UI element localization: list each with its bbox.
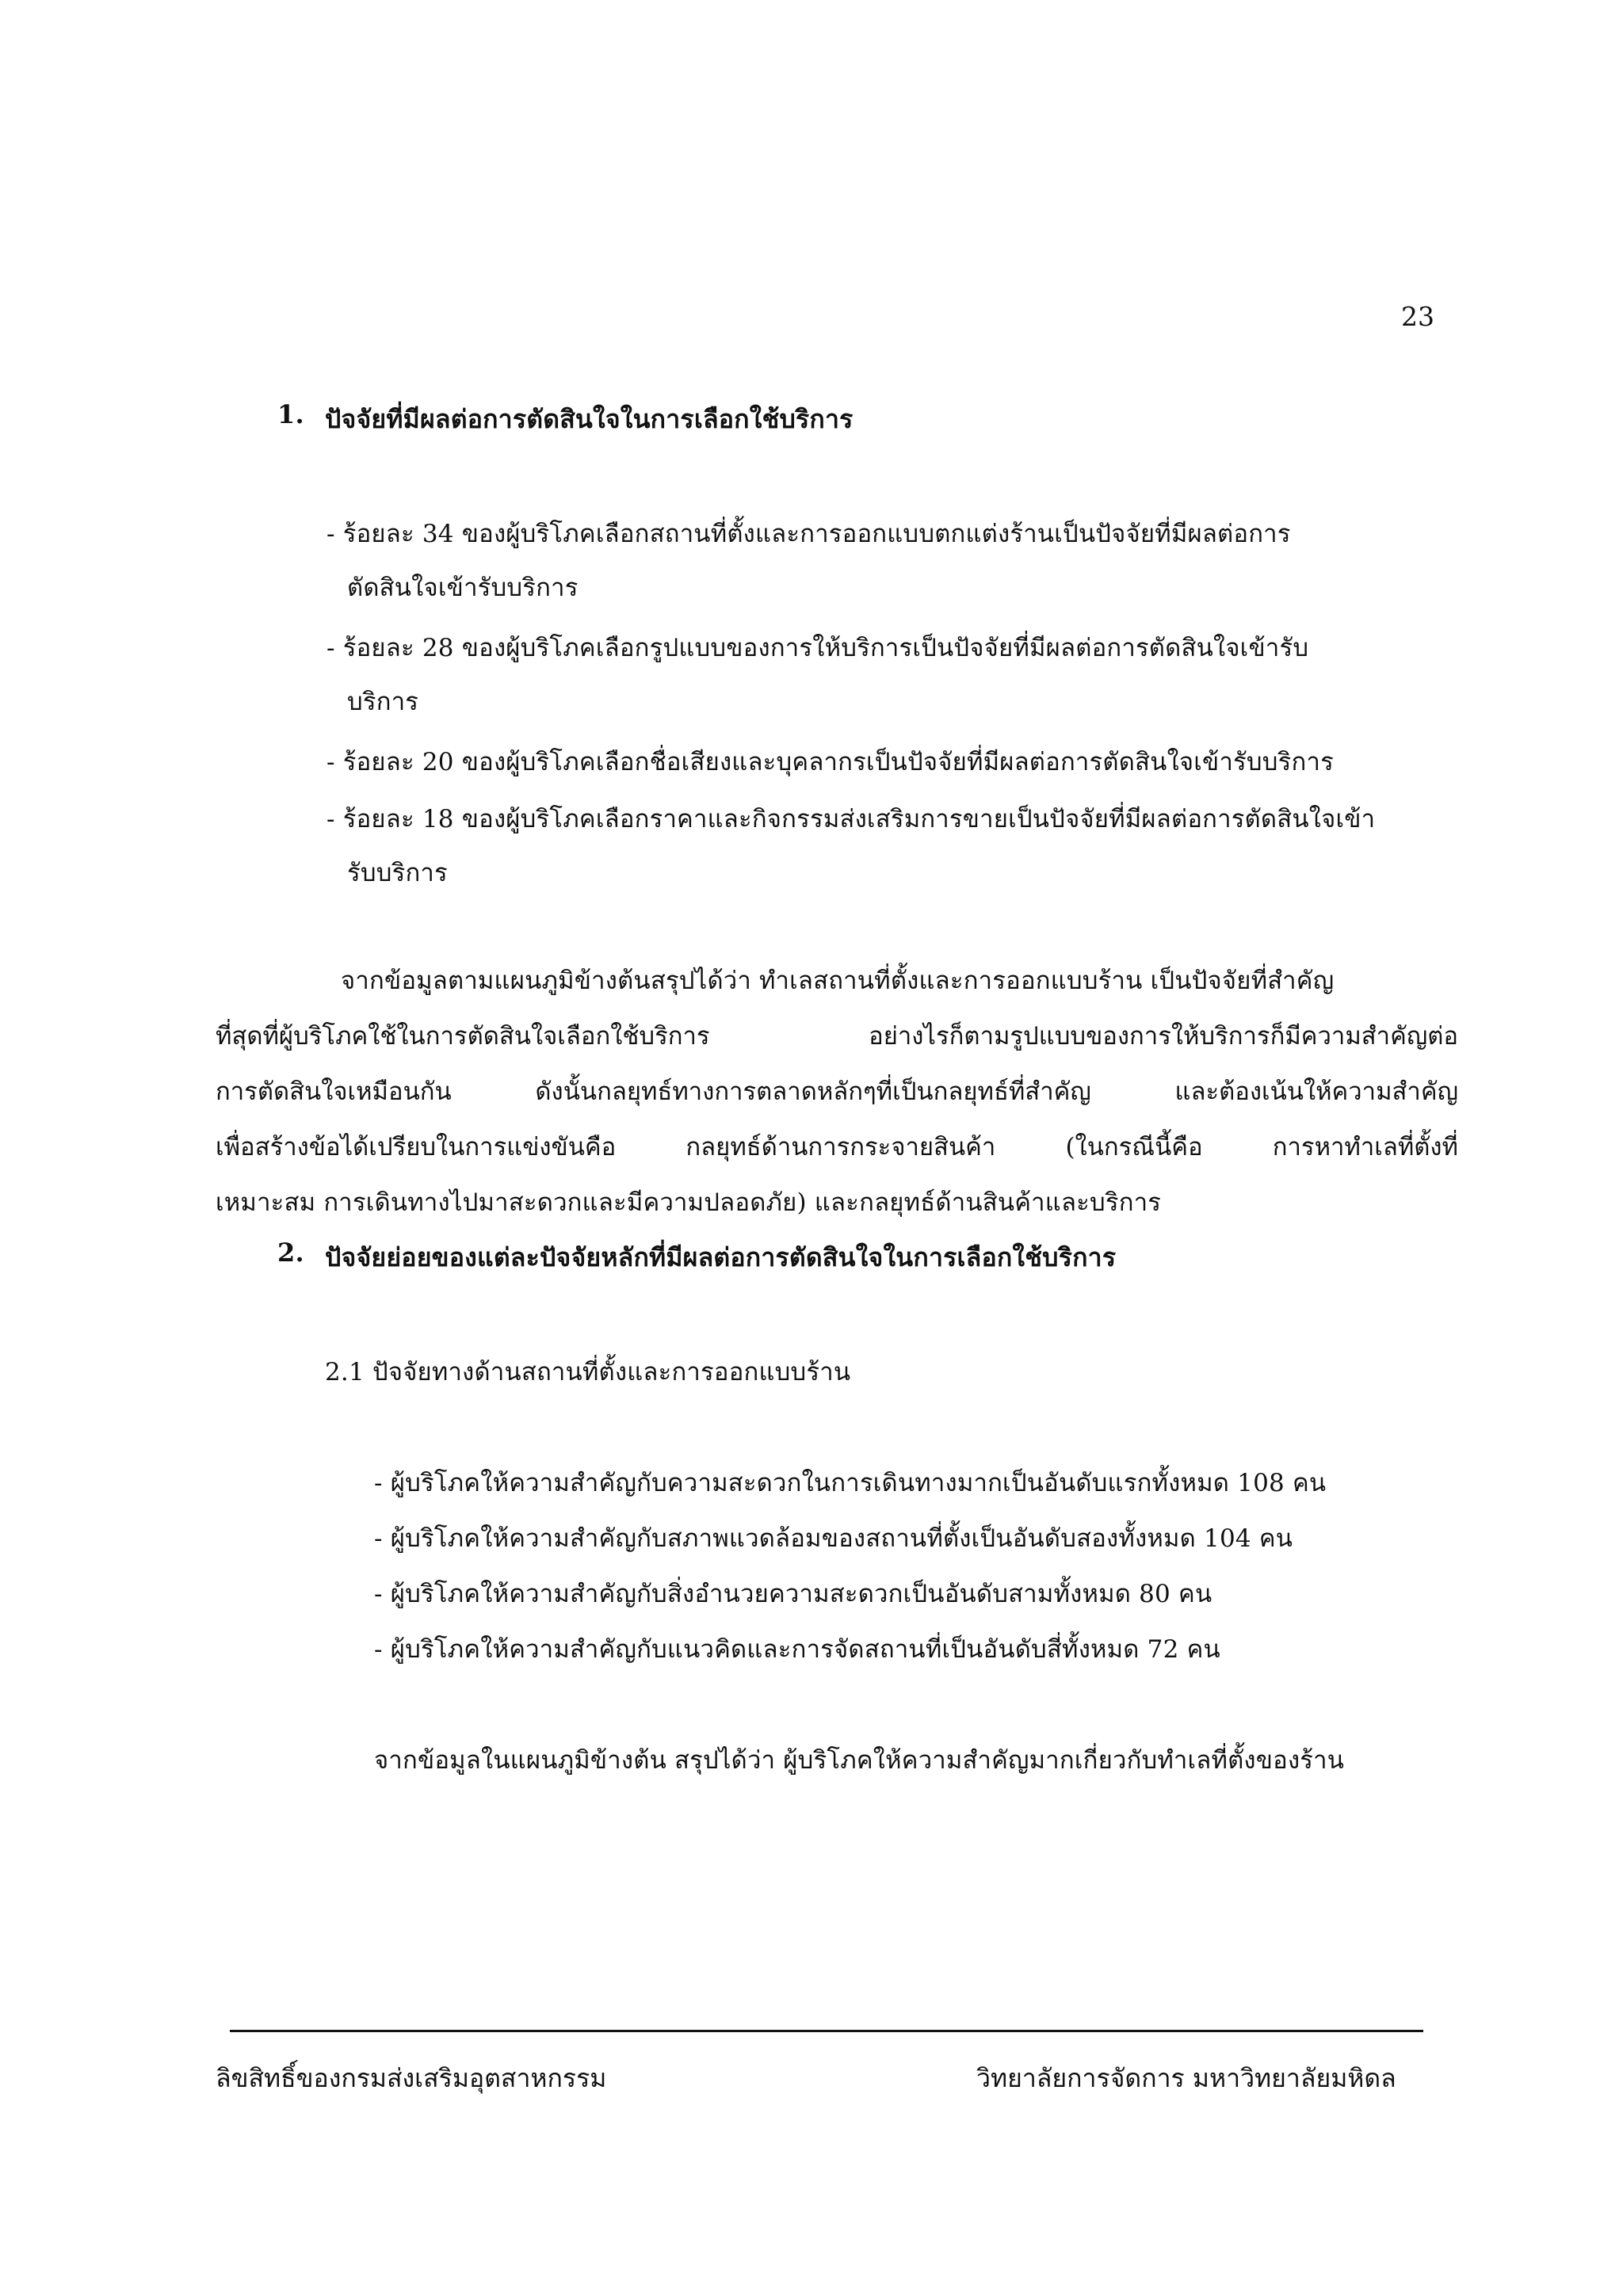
section-1-bullet-4-line-1: - ร้อยละ 18 ของผู้บริโภคเลือกราคาและกิจกรรมส่งเสริมการขายเป็นปัจจัยที่มีผลต่อการตัดสินใจเข้า xyxy=(327,805,1376,833)
section-1-bullet-1-line-1: - ร้อยละ 34 ของผู้บริโภคเลือกสถานที่ตั้งและการออกแบบตกแต่งร้านเป็นปัจจัยที่มีผลต่อการ xyxy=(327,520,1291,548)
section-1-summary-line-5: เหมาะสม การเดินทางไปมาสะดวกและมีความปลอดภัย) และกลยุทธ์ด้านสินค้าและบริการ xyxy=(216,1188,1162,1217)
section-2-bullet-4: - ผู้บริโภคให้ความสำคัญกับแนวคิดและการจัดสถานที่เป็นอันดับสี่ทั้งหมด 72 คน xyxy=(374,1635,1220,1664)
section-2-heading: ปัจจัยย่อยของแต่ละปัจจัยหลักที่มีผลต่อการตัดสินใจในการเลือกใช้บริการ xyxy=(325,1242,1117,1272)
section-1-summary-line-3: การตัดสินใจเหมือนกัน ดังนั้นกลยุทธ์ทางการตลาดหลักๆที่เป็นกลยุทธ์ที่สำคัญ และต้องเน้นให้ความสำคัญ xyxy=(216,1077,1458,1106)
section-2-bullet-2: - ผู้บริโภคให้ความสำคัญกับสภาพแวดล้อมของสถานที่ตั้งเป็นอันดับสองทั้งหมด 104 คน xyxy=(374,1524,1293,1553)
section-1-bullet-3-line-1: - ร้อยละ 20 ของผู้บริโภคเลือกชื่อเสียงและบุคลากรเป็นปัจจัยที่มีผลต่อการตัดสินใจเข้ารับบริการ xyxy=(327,748,1334,776)
section-1-summary-line-2: ที่สุดที่ผู้บริโภคใช้ในการตัดสินใจเลือกใช้บริการ อย่างไรก็ตามรูปแบบของการให้บริการก็มีความสำคัญต่อ xyxy=(216,1022,1458,1051)
subsection-2-1-heading: 2.1 ปัจจัยทางด้านสถานที่ตั้งและการออกแบบร้าน xyxy=(325,1358,851,1386)
footer-divider xyxy=(230,2030,1423,2032)
section-1-summary-line-4: เพื่อสร้างข้อได้เปรียบในการแข่งขันคือ กลยุทธ์ด้านการกระจายสินค้า (ในกรณีนี้คือ การหาทำเลที่ตั้งที่ xyxy=(216,1133,1458,1161)
page-number: 23 xyxy=(1401,301,1434,332)
section-1-bullet-4-line-2: รับบริการ xyxy=(347,859,448,887)
section-2-summary: จากข้อมูลในแผนภูมิข้างต้น สรุปได้ว่า ผู้บริโภคให้ความสำคัญมากเกี่ยวกับทำเลที่ตั้งของร้าน xyxy=(374,1746,1345,1775)
section-2-bullet-1: - ผู้บริโภคให้ความสำคัญกับความสะดวกในการเดินทางมากเป็นอันดับแรกทั้งหมด 108 คน xyxy=(374,1469,1327,1497)
section-1-number: 1. xyxy=(277,399,304,429)
section-1-summary-line-1: จากข้อมูลตามแผนภูมิข้างต้นสรุปได้ว่า ทำเลสถานที่ตั้งและการออกแบบร้าน เป็นปัจจัยที่สำคัญ xyxy=(341,967,1335,995)
section-1-bullet-2-line-1: - ร้อยละ 28 ของผู้บริโภคเลือกรูปแบบของการให้บริการเป็นปัจจัยที่มีผลต่อการตัดสินใจเข้ารับ xyxy=(327,634,1309,662)
section-1-bullet-2-line-2: บริการ xyxy=(347,688,419,716)
footer-left: ลิขสิทธิ์ของกรมส่งเสริมอุตสาหกรรม xyxy=(216,2063,607,2093)
section-2-number: 2. xyxy=(277,1238,304,1268)
section-1-bullet-1-line-2: ตัดสินใจเข้ารับบริการ xyxy=(347,574,579,602)
footer-right: วิทยาลัยการจัดการ มหาวิทยาลัยมหิดล xyxy=(976,2063,1396,2093)
section-1-heading: ปัจจัยที่มีผลต่อการตัดสินใจในการเลือกใช้บริการ xyxy=(325,404,854,434)
section-2-bullet-3: - ผู้บริโภคให้ความสำคัญกับสิ่งอำนวยความสะดวกเป็นอันดับสามทั้งหมด 80 คน xyxy=(374,1580,1212,1608)
